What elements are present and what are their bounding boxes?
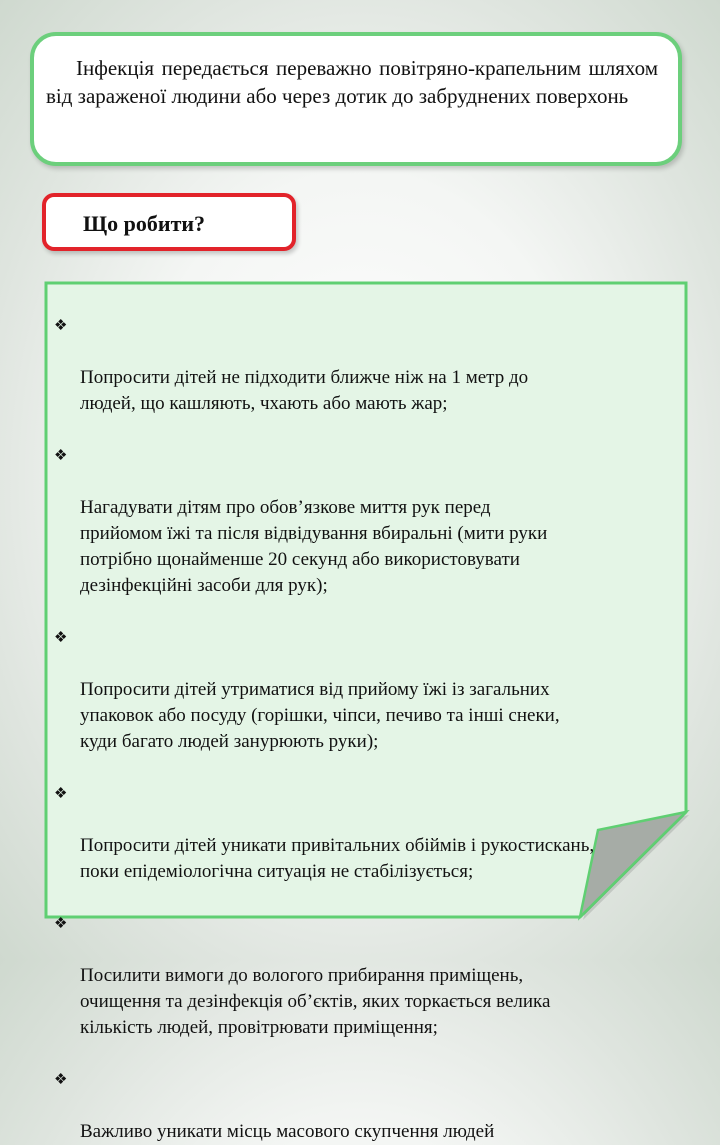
spacer <box>58 1041 688 1067</box>
advice-item <box>54 443 688 599</box>
diamond-bullet-icon: ❖ <box>54 916 68 932</box>
diamond-bullet-icon: ❖ <box>54 1072 68 1088</box>
advice-item <box>54 313 688 417</box>
spacer <box>58 599 688 625</box>
diamond-bullet-icon: ❖ <box>54 786 68 802</box>
diamond-bullet-icon: ❖ <box>54 318 68 334</box>
spacer <box>58 885 688 911</box>
spacer <box>58 755 688 781</box>
advice-item <box>54 781 688 885</box>
advice-item <box>54 1067 688 1145</box>
spacer <box>58 417 688 443</box>
advice-item <box>54 911 688 1041</box>
advice-list <box>54 313 688 1145</box>
advice-text: Попросити дітей не підходити ближче ніж на 1 метр до людей, що кашляють, чхають або мають жар; <box>80 367 529 414</box>
advice-text: Важливо уникати місць масового скупчення людей <box>80 1121 495 1142</box>
advice-text: Попросити дітей утриматися від прийому їжі із загальних упаковок або посуду (горішки, чіпси, печиво та інші снеки, куди багато людей занурюють руки); <box>80 679 560 752</box>
advice-text: Нагадувати дітям про обов’язкове миття рук перед прийомом їжі та після відвідування вбиральні (мити руки потрібно щонайменше 20 секунд або використовувати дезінфекційні засоби для рук); <box>80 497 548 596</box>
what-to-do-heading: Що робити? <box>83 211 206 236</box>
intro-text: Інфекція передається переважно повітряно-крапельним шляхом від зараженої людини або через дотик до забруднених поверхонь <box>46 56 658 108</box>
diamond-bullet-icon: ❖ <box>54 448 68 464</box>
advice-item <box>54 625 688 755</box>
advice-text: Попросити дітей уникати привітальних обіймів і рукостискань, поки епідеміологічна ситуація не стабілізується; <box>80 835 595 882</box>
diamond-bullet-icon: ❖ <box>54 630 68 646</box>
advice-text: Посилити вимоги до вологого прибирання приміщень, очищення та дезінфекція об’єктів, яких торкається велика кількість людей, провітрювати приміщення; <box>80 965 551 1038</box>
